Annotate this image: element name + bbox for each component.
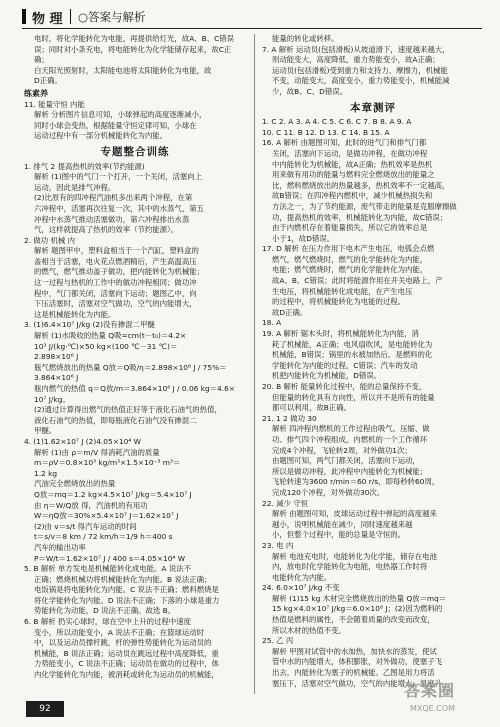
page-number: 92 xyxy=(26,701,64,717)
text-line: 所以木材的热值不变。 xyxy=(272,625,346,635)
text-line: 电时，将化学能转化为电能，再提供给灯光，故A、B、C错误 xyxy=(34,34,235,43)
column-divider xyxy=(254,34,255,694)
text-line: 解析 (1)15 kg 木材完全燃烧放出的热量 Q放＝mq＝ xyxy=(272,593,447,603)
text-line: 17. D 解析 在压力作用下电木产生电压，电弧会点燃 xyxy=(262,244,435,254)
text-line: 故B错误；在四冲程内燃机中，减少机械热损失和 xyxy=(272,191,433,201)
text-line: 用来做有用功的能量与燃料完全燃烧放出的能量之 xyxy=(272,170,435,180)
text-line: 完成4个冲程，飞轮转2周，对外做功1次； xyxy=(272,445,412,455)
text-line: 盖相当于活塞，电火花点燃酒精后，产生高温高压 xyxy=(34,256,197,266)
subsection-heading: 练素养 xyxy=(24,88,48,98)
text-line: 1. C 2. A 3. A 4. C 5. C 6. C 7. B 8. A 9. A xyxy=(262,117,412,127)
text-line: 故A、B、C错误；此时将能源作用在开关电路上，产 xyxy=(272,276,443,286)
text-line: 的燃气，燃气推动盖子做功，把内能转化为机械能； xyxy=(34,267,204,277)
text-line: 内，放电时化学能转化为电能，电热器工作时将 xyxy=(272,562,428,572)
text-line: 19. A 解析 锯木头时，将机械能转化为内能，消 xyxy=(262,329,419,339)
text-line: 1. 排气 2 提高热机的效率(节约能源) xyxy=(24,161,145,171)
text-line: 方法之一，为了节约能源，废气带走的能量是克服摩擦做 xyxy=(272,201,457,211)
text-line: 燃气，燃气燃烧时，燃气的化学能转化为内能， xyxy=(272,254,428,264)
text-line: 2. 做功 机械 内 xyxy=(24,235,76,245)
text-line: 越小，说明机械能在减少，同时速度越来越 xyxy=(272,519,413,529)
text-line: 都可以利用，故B正确。 xyxy=(272,403,351,413)
text-line: 机把内能转化为机械能，D错误。 xyxy=(272,371,382,381)
text-line: 解析 由题图可知，皮球运动过程中弹起的高度越来 xyxy=(272,509,437,519)
text-line: 汽车的输出功率 xyxy=(34,542,86,552)
text-line: 出去，内能转化为塞子的机械能。乙图是用力将活 xyxy=(272,668,435,678)
text-line: 则动能变大，高度降低，重力势能变小，故A正确； xyxy=(272,55,440,65)
text-line: 解析 (1)图中的气门一个打开，一个关闭，活塞向上 xyxy=(34,172,203,182)
text-line: 10⁷ J/kg。 xyxy=(34,394,70,404)
text-line: 电饭锅是将电能转化为内能。C 说法不正确；燃料燃烧是 xyxy=(34,585,219,595)
text-line: 冲程中水蒸气推动活塞做功，第六冲程排出水蒸 xyxy=(34,214,190,224)
header-separator xyxy=(70,9,71,24)
text-line: W＝ηQ放＝30%×5.4×10⁷ J＝1.62×10⁷ J xyxy=(34,511,179,521)
text-line: 热值是燃料的属性，不会随着质量的改变而改变， xyxy=(272,615,435,625)
text-line: 中内能转化为机械能，故A正确；热机效率是热机 xyxy=(272,159,433,169)
section-heading: 专题整合训练 xyxy=(100,145,170,158)
text-line: 小，但整个过程中，能的总量是守恒的。 xyxy=(272,530,406,540)
text-line: 但能量的转化具有方向性，所以并不是所有的能量 xyxy=(272,392,435,402)
text-line: 解析 (1)由 ρ＝m/V 得消耗汽油的质量 xyxy=(34,447,160,457)
text-line: 21. 1 2 做功 30 xyxy=(262,413,317,423)
text-line: t＝s/v＝8 km / 72 km/h＝1/9 h＝400 s xyxy=(34,532,173,542)
text-line: 气，这样就提高了热机的效率（节约能源）。 xyxy=(34,225,179,235)
text-line: 24. 6.0×10⁷ J/kg 不变 xyxy=(262,583,340,593)
text-line: 运动，因此是排气冲程。 xyxy=(34,182,116,192)
text-line: 中，以及运动员撑杆跳，杆的弹性势能转化为运动员的 xyxy=(34,638,212,648)
text-line: 关闭，活塞向下运动，是做功冲程，在做功冲程 xyxy=(272,148,428,158)
text-line: 程中，气门都关闭，活塞向下运动；题图乙中，向 xyxy=(34,288,197,298)
text-line: 下压活塞时，活塞对空气做功，空气的内能增大， xyxy=(34,299,197,309)
text-line: 解析 (1)水吸收的热量 Q吸=cm(t－t₀)＝4.2× xyxy=(34,331,187,341)
text-line: 10³ J/(kg·℃)×50 kg×(100 ℃－31 ℃)＝ xyxy=(34,341,178,351)
text-line: 由题图可知，两气门都关闭，活塞向下运动， xyxy=(272,456,420,466)
text-line: 能量的转化或转移。 xyxy=(272,34,339,43)
text-line: 势能转化为动能，D 说法不正确。故选 B。 xyxy=(34,606,176,616)
text-line: 功，提高热机的效率，机械能转化为内能，故C错误； xyxy=(272,212,448,222)
text-line: 的过程中，将机械能转化为电能的过程。 xyxy=(272,297,406,307)
right-column xyxy=(262,34,484,689)
text-line: 完成120个冲程，对外做功30次。 xyxy=(272,487,385,497)
text-line: 液化石油气的热值，即每瓶液化石油气没有掺混二 xyxy=(34,415,197,425)
text-line: 3.864×10⁶ J xyxy=(34,373,79,383)
text-line: 瓶内燃气的热值 q＝Q放/m＝3.864×10⁶ J / 0.06 kg＝4.6× xyxy=(34,384,236,393)
text-line: 解析 题图甲中，塑料盒相当于一个汽缸，塑料盒的 xyxy=(34,246,199,256)
text-line: 解析 电池充电时，电能转化为化学能，储存在电池 xyxy=(272,551,437,561)
text-line: 管中水的内能增大，体积膨胀，对外做功，使塞子飞 xyxy=(272,657,442,667)
text-line: m＝ρV＝0.8×10³ kg/m³×1.5×10⁻³ m³＝ xyxy=(34,458,181,468)
text-line: 15 kg×4.0×10⁷ J/kg＝6.0×10⁸ J；(2)因为燃料的 xyxy=(272,604,443,614)
header-bar xyxy=(22,9,26,24)
text-line: 1.2 kg xyxy=(34,468,58,478)
text-line: P＝W/t＝1.62×10⁷ J / 400 s＝4.05×10⁴ W xyxy=(34,553,186,563)
section-heading: 本章测评 xyxy=(350,101,396,114)
text-line: 这一过程与热机的工作中的做功冲程相同；做功冲 xyxy=(34,278,197,288)
text-line: 18. A xyxy=(262,318,282,328)
text-line: 瓶气燃烧放出的热量 Q放＝Q吸/η＝2.898×10⁶ J / 75%＝ xyxy=(34,362,227,372)
watermark-text: 答案圈 xyxy=(404,681,456,700)
text-line: 运动过程中有一部分机械能转化为内能。 xyxy=(34,131,168,141)
text-line: 电能；燃气燃烧时，燃气的化学能转化为内能， xyxy=(272,265,428,275)
text-line: 11. 能量守恒 内能 xyxy=(24,99,85,109)
subject-title: 物 理 xyxy=(32,12,63,27)
text-line: 不变，动能变大，高度变小，重力势能变小，机械能减 xyxy=(272,76,450,86)
text-line: (2)由 v＝s/t 得汽车运动的时间 xyxy=(34,521,137,531)
text-line: 20. B 解析 能量转化过程中，能的总量保持不变， xyxy=(262,382,427,391)
text-line: 将化学能转化为内能。D 说法不正确；下落的小球是重力 xyxy=(34,595,220,605)
left-column xyxy=(24,34,246,681)
text-line: 5. B 解析 单方发电是机械能转化成电能。A 说法不 xyxy=(24,564,191,574)
text-line: 汽油完全燃烧放出的热量 xyxy=(34,479,116,489)
text-line: 少，故B、C、D错误。 xyxy=(272,86,348,96)
text-line: (2)比原有的四冲程汽油机多出来两个冲程，在第 xyxy=(34,193,193,203)
text-line: 运动员(包括滑板)受到重力和支持力、摩擦力，机械能 xyxy=(272,65,448,75)
text-line: 比，燃料燃烧放出的热量越多，热机效率不一定越高， xyxy=(272,180,450,190)
text-line: Q放＝mq＝1.2 kg×4.5×10⁷ J/kg＝5.4×10⁷ J xyxy=(34,489,192,499)
text-line: 解析 四冲程内燃机的工作过程由吸气、压缩、做 xyxy=(272,424,430,434)
text-line: (2)通过计算得出燃气的热值正好等于液化石油气的热值， xyxy=(34,405,222,415)
page-header xyxy=(22,6,482,29)
text-line: 解析 甲图对试管中的水加热，加快水的蒸发，使试 xyxy=(272,646,437,656)
text-line: 故D正确。 xyxy=(272,307,308,317)
text-line: 甲醚。 xyxy=(34,426,57,436)
text-line: 由 η＝W/Q放 得，汽油机的有用功 xyxy=(34,500,148,510)
text-line: 内化学能转化为内能，被消耗或转化为运动员的机械能， xyxy=(34,670,219,680)
text-line: 塞压下，活塞对空气做功，空气的内能增大，温度升 xyxy=(272,678,442,688)
text-line: 16. A 解析 由题图可知，此时的进气门和排气门都 xyxy=(262,138,427,148)
text-line: 由于内燃机存在着能量损失，所以它的效率总是 xyxy=(272,223,428,233)
text-line: 同时小球会变热，根据能量守恒定律可知，小球在 xyxy=(34,120,197,130)
text-line: 机械能，B 说法正确；运动员在跳远过程中高度降低，重 xyxy=(34,648,219,658)
text-line: 正确；燃烧机械功将机械能转化为内能。B 说法正确； xyxy=(34,574,212,584)
text-line: 所以是做功冲程，此冲程中内能转化为机械能； xyxy=(272,466,428,476)
watermark-logo xyxy=(404,678,486,722)
watermark-url: MXQE.COM xyxy=(410,704,456,713)
text-line: 2.898×10⁶ J xyxy=(34,352,79,362)
text-line: 22. 减少 守恒 xyxy=(262,498,309,508)
text-line: 3. (1)6.4×10⁷ J/kg (2)没有掺混二甲醚 xyxy=(24,320,155,330)
text-line: 学能转化为内能的过程，C错误；汽车的发动 xyxy=(272,360,418,370)
text-line: 25. 乙 丙 xyxy=(262,636,294,646)
text-line: 力势能变小，C 说法不正确；运动员在做功的过程中，体 xyxy=(34,659,219,669)
text-line: 7. A 解析 运动员(包括滑板)从坡道滑下，速度越来越大， xyxy=(262,44,450,54)
text-line: 耗了机械能，A正确；电风扇吹风，是电能转化为 xyxy=(272,339,433,349)
text-line: 生电压，将机械能转化成电能，在产生电压 xyxy=(272,286,413,296)
section-title: ○答案与解析 xyxy=(78,10,146,24)
text-line: 4. (1)1.62×10⁷ J (2)4.05×10⁴ W xyxy=(24,436,141,446)
text-line: 误；同时对小条充电，将电能转化为化学能储存起来，故C正确； xyxy=(34,44,232,65)
text-line: 飞轮转速为3600 r/min＝60 r/s，即每秒转60周， xyxy=(272,477,440,487)
text-line: 23. 电 内 xyxy=(262,540,294,550)
text-line: 功、排气四个冲程组成，内燃机的一个工作循环 xyxy=(272,434,428,444)
text-line: D正确。 xyxy=(34,76,62,86)
text-line: 解析 分析图片信息可知，小球弹起的高度逐渐减小， xyxy=(34,110,207,120)
text-line: 白天阳光照射时，太阳能电池将太阳能转化为电能，故 xyxy=(34,65,212,75)
text-line: 6. B 解析 扔实心球时，球在空中上升的过程中速度 xyxy=(24,617,191,627)
text-line: 10. C 11. B 12. D 13. C 14. B 15. A xyxy=(262,127,390,137)
text-line: 机械能，B错误；锅里的水被加热后，是燃料的化 xyxy=(272,350,433,360)
text-line: 这是机械能转化为内能。 xyxy=(34,309,116,319)
text-line: 小于1，故D错误。 xyxy=(272,233,335,243)
text-line: 变小，所以动能变小，A 说法不正确；在篮球运动时 xyxy=(34,627,205,637)
text-line: 六冲程中，活塞再次往复一次，其中的水蒸气，第五 xyxy=(34,203,204,213)
text-line: 电能转化为内能。 xyxy=(272,572,332,582)
